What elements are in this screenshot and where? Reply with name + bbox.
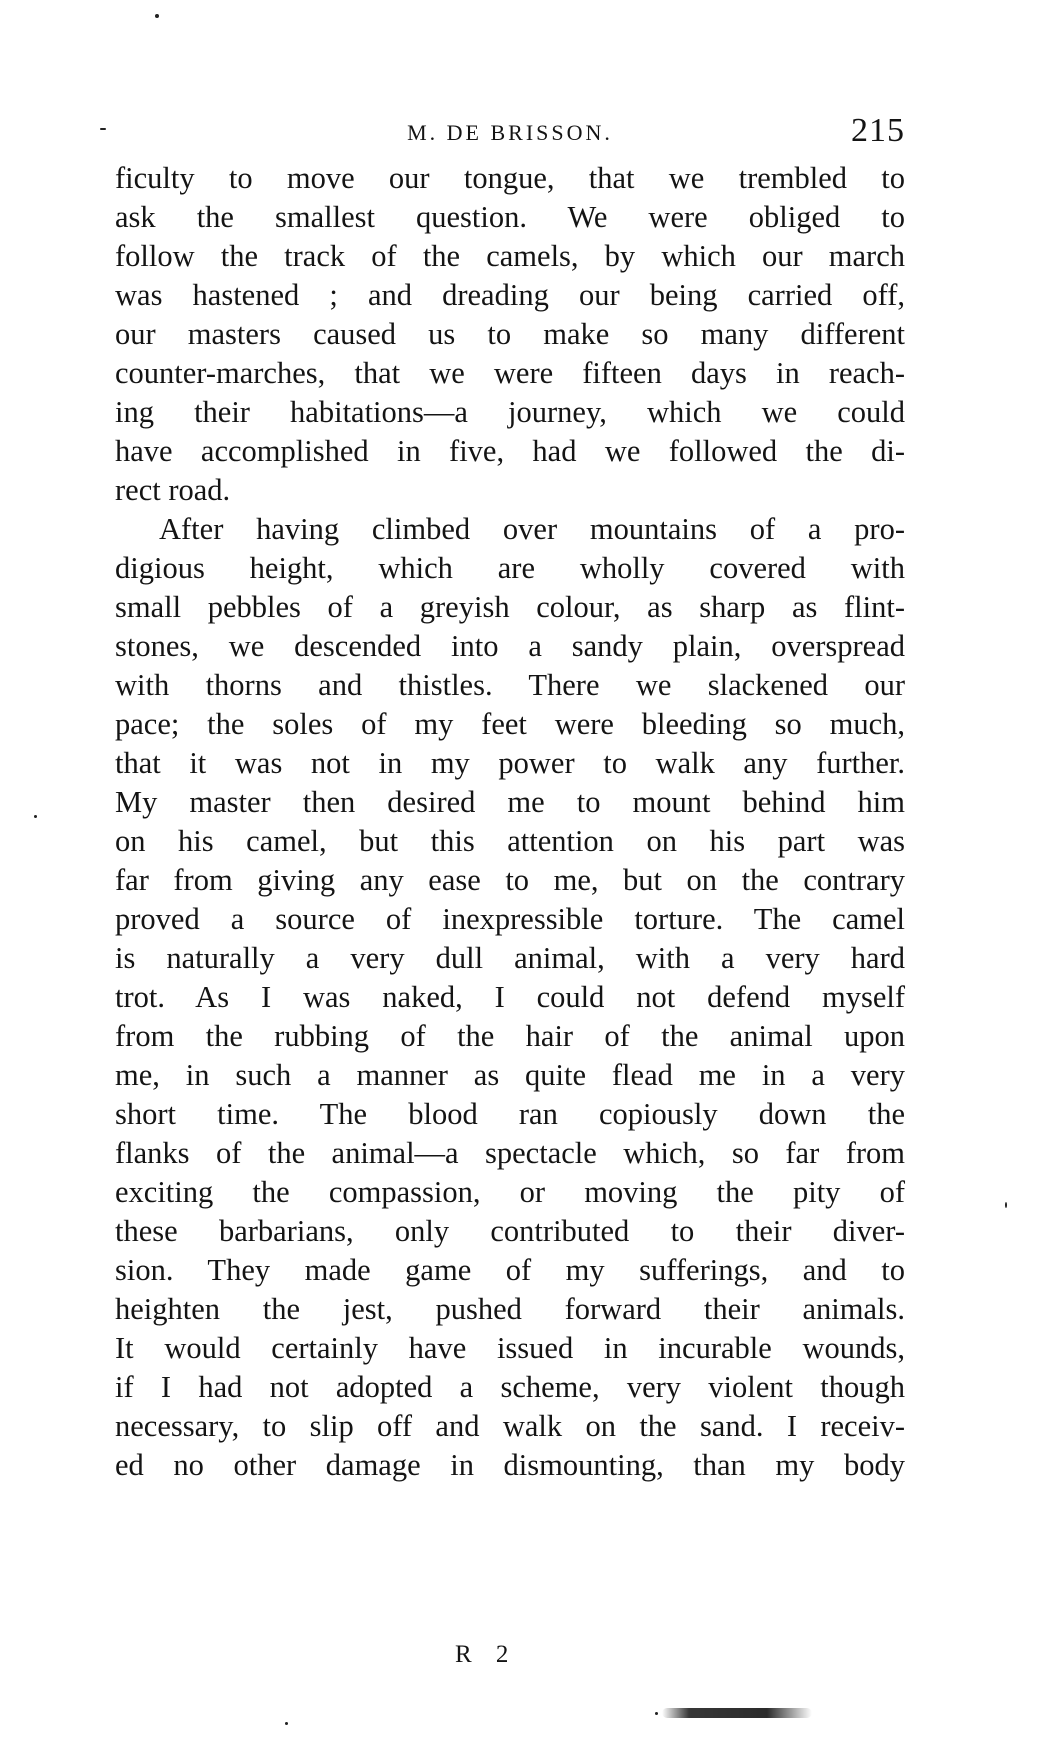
text-line: with thorns and thistles. There we slackened our: [115, 668, 905, 702]
text-line: trot. As I was naked, I could not defend myself: [115, 980, 905, 1014]
text-line: ficulty to move our tongue, that we trembled to: [115, 161, 905, 195]
text-line: if I had not adopted a scheme, very violent though: [115, 1370, 905, 1404]
text-line: ing their habitations—a journey, which we could: [115, 395, 905, 429]
text-line: ask the smallest question. We were obliged to: [115, 200, 905, 234]
running-head: [115, 112, 905, 152]
paragraph-2: [115, 510, 905, 1485]
text-line: that it was not in my power to walk any further.: [115, 746, 905, 780]
text-line: necessary, to slip off and walk on the sand. I receiv-: [115, 1409, 905, 1443]
text-line: ed no other damage in dismounting, than my body: [115, 1448, 905, 1482]
text-line: flanks of the animal—a spectacle which, so far from: [115, 1136, 905, 1170]
text-line: exciting the compassion, or moving the pity of: [115, 1175, 905, 1209]
ink-speck: [655, 1712, 658, 1715]
page-number: 215: [851, 112, 905, 149]
text-line: pace; the soles of my feet were bleeding so much,: [115, 707, 905, 741]
text-line: It would certainly have issued in incurable wounds,: [115, 1331, 905, 1365]
text-line: me, in such a manner as quite flead me in a very: [115, 1058, 905, 1092]
text-line: counter-marches, that we were fifteen days in reach-: [115, 356, 905, 390]
text-line: proved a source of inexpressible torture. The camel: [115, 902, 905, 936]
text-line: My master then desired me to mount behind him: [115, 785, 905, 819]
ink-smudge: [662, 1708, 812, 1718]
text-line: on his camel, but this attention on his part was: [115, 824, 905, 858]
text-line: heighten the jest, pushed forward their animals.: [115, 1292, 905, 1326]
text-line: short time. The blood ran copiously down the: [115, 1097, 905, 1131]
ink-speck: [34, 815, 37, 818]
text-line: After having climbed over mountains of a pro-: [159, 512, 905, 546]
text-line: these barbarians, only contributed to their diver-: [115, 1214, 905, 1248]
text-line: was hastened ; and dreading our being carried off,: [115, 278, 905, 312]
body-text: [115, 159, 905, 1485]
ink-speck: [155, 14, 159, 18]
text-line: rect road.: [115, 473, 231, 507]
text-line: follow the track of the camels, by which our march: [115, 239, 905, 273]
text-line: digious height, which are wholly covered with: [115, 551, 905, 585]
text-line: far from giving any ease to me, but on the contrary: [115, 863, 905, 897]
text-line: have accomplished in five, had we followed the di-: [115, 434, 905, 468]
paragraph-1: [115, 159, 905, 510]
text-line: small pebbles of a greyish colour, as sharp as flint-: [115, 590, 905, 624]
text-line: sion. They made game of my sufferings, and to: [115, 1253, 905, 1287]
text-line: stones, we descended into a sandy plain, overspread: [115, 629, 905, 663]
text-line: is naturally a very dull animal, with a very hard: [115, 941, 905, 975]
running-title: M. DE BRISSON.: [407, 120, 613, 145]
text-line: our masters caused us to make so many different: [115, 317, 905, 351]
text-line: from the rubbing of the hair of the animal upon: [115, 1019, 905, 1053]
ink-speck: [100, 128, 106, 130]
ink-speck: [285, 1722, 288, 1725]
ink-speck: [1005, 1202, 1007, 1208]
signature-mark: R 2: [455, 1641, 518, 1668]
